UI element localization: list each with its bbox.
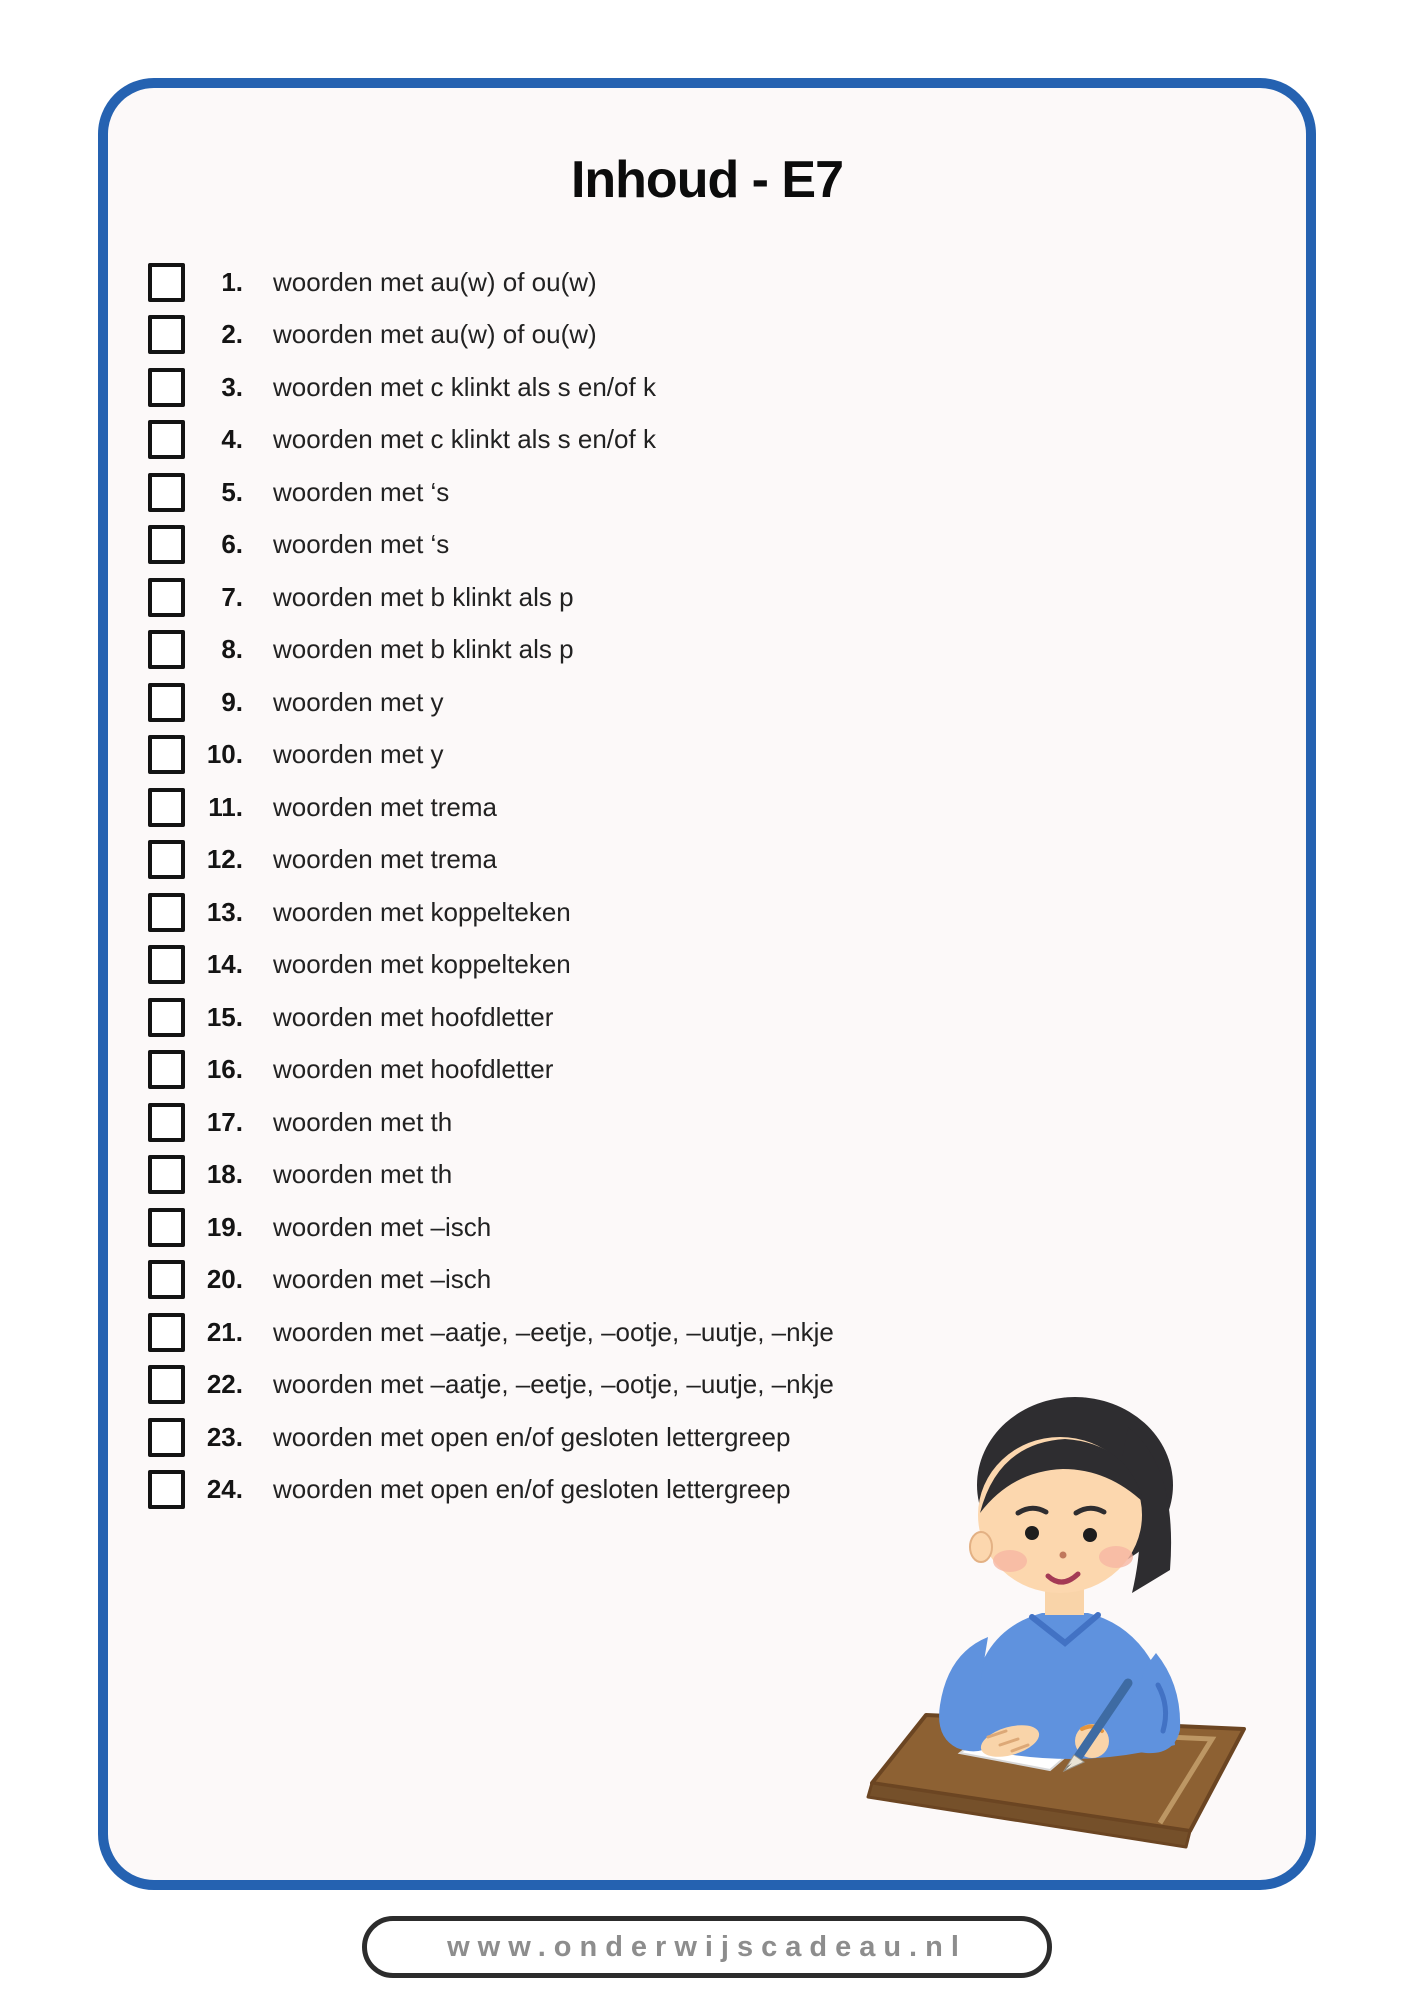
checkbox[interactable] (148, 683, 185, 722)
item-number: 14. (206, 949, 243, 980)
checkbox[interactable] (148, 630, 185, 669)
item-number: 20. (206, 1264, 243, 1295)
item-number: 8. (221, 634, 243, 665)
checkbox[interactable] (148, 1418, 185, 1457)
checkbox[interactable] (148, 1155, 185, 1194)
checkbox[interactable] (148, 945, 185, 984)
item-number: 7. (221, 581, 243, 612)
item-label: woorden met open en/of gesloten lettergreep (273, 1474, 791, 1505)
item-label: woorden met b klinkt als p (273, 581, 574, 612)
item-label: woorden met –isch (273, 1264, 492, 1295)
checklist-item (108, 834, 1306, 887)
item-label: woorden met hoofdletter (273, 1054, 554, 1085)
footer-pill (362, 1916, 1052, 1978)
item-number: 3. (221, 371, 243, 402)
checkbox[interactable] (148, 473, 185, 512)
item-label: woorden met –aatje, –eetje, –ootje, –uutje, –nkje (273, 1316, 834, 1347)
checkbox[interactable] (148, 840, 185, 879)
item-number: 11. (208, 791, 243, 822)
checklist-item (108, 1149, 1306, 1202)
item-label: woorden met –aatje, –eetje, –ootje, –uutje, –nkje (273, 1369, 834, 1400)
item-label: woorden met c klinkt als s en/of k (273, 424, 656, 455)
checkbox[interactable] (148, 1050, 185, 1089)
checkbox[interactable] (148, 1103, 185, 1142)
item-number: 18. (206, 1159, 243, 1190)
footer-url: www.onderwijscadeau.nl (447, 1930, 967, 1963)
item-number: 12. (206, 844, 243, 875)
item-number: 21. (206, 1316, 243, 1347)
page-title: Inhoud - E7 (570, 151, 844, 209)
checklist-item (108, 1254, 1306, 1307)
item-label: woorden met th (273, 1106, 453, 1137)
item-number: 4. (221, 424, 243, 455)
checkbox[interactable] (148, 578, 185, 617)
checklist-item (108, 361, 1306, 414)
checklist-item (108, 1096, 1306, 1149)
item-number: 23. (206, 1421, 243, 1452)
checklist-item (108, 309, 1306, 362)
checkbox[interactable] (148, 1313, 185, 1352)
checkbox[interactable] (148, 1470, 185, 1509)
item-label: woorden met open en/of gesloten lettergreep (273, 1421, 791, 1452)
item-number: 1. (221, 266, 243, 297)
item-label: woorden met –isch (273, 1211, 492, 1242)
item-label: woorden met ‘s (273, 529, 450, 560)
item-number: 5. (221, 476, 243, 507)
item-number: 15. (206, 1001, 243, 1032)
item-number: 6. (221, 529, 243, 560)
item-label: woorden met au(w) of ou(w) (273, 266, 597, 297)
checkbox[interactable] (148, 263, 185, 302)
checklist (108, 256, 1306, 1516)
checklist-item (108, 781, 1306, 834)
checklist-item (108, 991, 1306, 1044)
item-label: woorden met koppelteken (273, 896, 571, 927)
item-label: woorden met y (273, 739, 444, 770)
checkbox[interactable] (148, 893, 185, 932)
checklist-item (108, 1306, 1306, 1359)
checklist-item (108, 466, 1306, 519)
checkbox[interactable] (148, 735, 185, 774)
checkbox[interactable] (148, 1208, 185, 1247)
item-label: woorden met c klinkt als s en/of k (273, 371, 656, 402)
checklist-item (108, 519, 1306, 572)
item-number: 24. (206, 1474, 243, 1505)
checkbox[interactable] (148, 998, 185, 1037)
checkbox[interactable] (148, 368, 185, 407)
checkbox[interactable] (148, 315, 185, 354)
checkbox[interactable] (148, 525, 185, 564)
item-number: 19. (206, 1211, 243, 1242)
item-label: woorden met trema (273, 844, 497, 875)
item-label: woorden met au(w) of ou(w) (273, 319, 597, 350)
item-number: 10. (206, 739, 243, 770)
checklist-item (108, 886, 1306, 939)
checklist-item (108, 256, 1306, 309)
item-label: woorden met th (273, 1159, 453, 1190)
item-number: 2. (221, 319, 243, 350)
item-number: 9. (221, 686, 243, 717)
item-number: 13. (206, 896, 243, 927)
checklist-item (108, 729, 1306, 782)
item-label: woorden met b klinkt als p (273, 634, 574, 665)
item-label: woorden met y (273, 686, 444, 717)
checkbox[interactable] (148, 1260, 185, 1299)
item-label: woorden met koppelteken (273, 949, 571, 980)
checkbox[interactable] (148, 420, 185, 459)
item-number: 17. (206, 1106, 243, 1137)
item-label: woorden met trema (273, 791, 497, 822)
checkbox[interactable] (148, 788, 185, 827)
checkbox[interactable] (148, 1365, 185, 1404)
checklist-item (108, 1044, 1306, 1097)
boy-head (970, 1397, 1173, 1593)
checklist-item (108, 624, 1306, 677)
item-number: 22. (206, 1369, 243, 1400)
checklist-item (108, 571, 1306, 624)
item-label: woorden met hoofdletter (273, 1001, 554, 1032)
checklist-item (108, 1201, 1306, 1254)
checklist-item (108, 676, 1306, 729)
item-label: woorden met ‘s (273, 476, 450, 507)
content-card (98, 78, 1316, 1890)
child-writing-illustration (860, 1385, 1270, 1850)
item-number: 16. (206, 1054, 243, 1085)
checklist-item (108, 939, 1306, 992)
boy-body (939, 1613, 1180, 1759)
checklist-item (108, 414, 1306, 467)
